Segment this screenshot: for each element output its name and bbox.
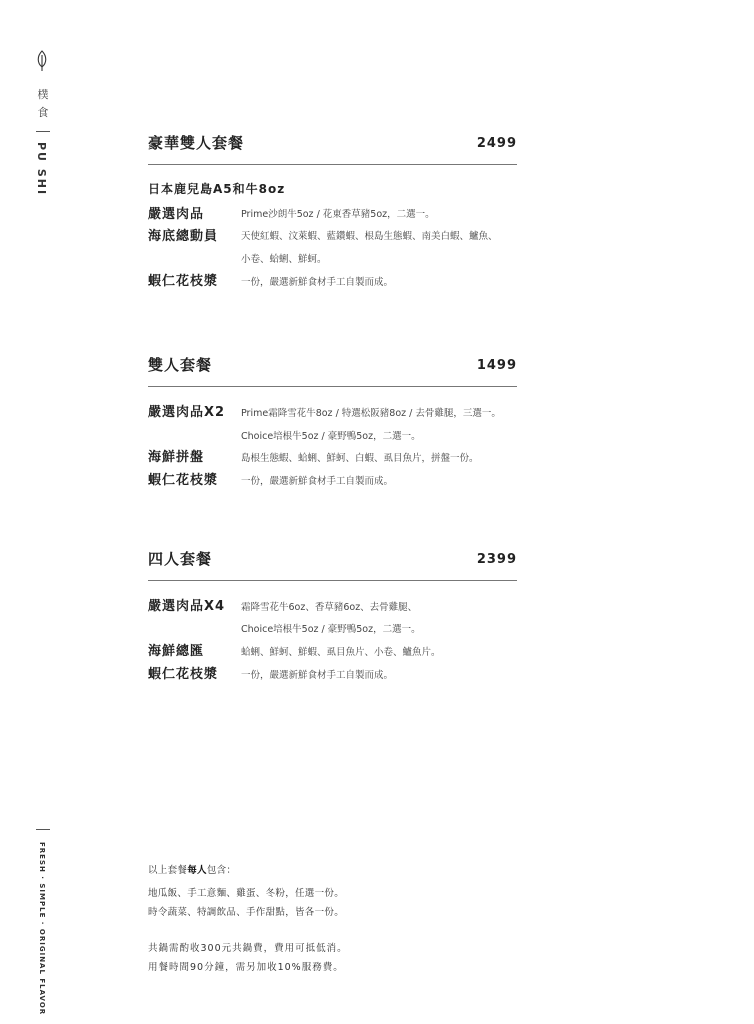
note-line: 用餐時間90分鐘，需另加收10%服務費。 bbox=[148, 962, 344, 973]
set-divider bbox=[148, 580, 517, 581]
note-line: 時令蔬菜、特調飲品、手作甜點，皆各一份。 bbox=[148, 907, 345, 918]
set-price: 1499 bbox=[476, 358, 517, 373]
rail-divider-top bbox=[36, 131, 50, 132]
set-divider bbox=[148, 164, 517, 165]
item-desc: 島根生態蝦、蛤蜊、鮮蚵、白蝦、虱目魚片，拼盤一份。 bbox=[241, 453, 479, 464]
notes-intro-bold: 每人 bbox=[187, 865, 207, 876]
item-desc: 小卷、蛤蜊、鮮蚵。 bbox=[241, 254, 327, 265]
set-title: 四人套餐 bbox=[148, 550, 213, 568]
brand-char-1: 樸 bbox=[37, 88, 49, 101]
notes-intro bbox=[148, 862, 236, 876]
item-desc: 霜降雪花牛6oz、香草豬6oz、去骨雞腿、 bbox=[241, 602, 418, 613]
item-desc: Prime沙朗牛5oz / 花東香草豬5oz，二選一。 bbox=[241, 209, 435, 220]
item-desc: 一份，嚴選新鮮食材手工自製而成。 bbox=[241, 670, 394, 681]
brand-name bbox=[24, 142, 58, 202]
item-desc: 天使紅蝦、汶萊蝦、藍鑽蝦、根島生態蝦、南美白蝦、鱸魚、 bbox=[241, 231, 498, 242]
item-desc: Choice培根牛5oz / 豪野鴨5oz，二選一。 bbox=[241, 431, 421, 442]
brand-tagline bbox=[24, 842, 54, 1016]
item-label: 蝦仁花枝漿 bbox=[148, 667, 219, 682]
set-price: 2499 bbox=[476, 136, 517, 151]
set-divider bbox=[148, 386, 517, 387]
set-title: 雙人套餐 bbox=[148, 356, 213, 374]
notes-intro-suffix: 包含： bbox=[206, 865, 237, 876]
item-desc: 一份，嚴選新鮮食材手工自製而成。 bbox=[241, 476, 394, 487]
item-label: 海底總動員 bbox=[148, 229, 219, 244]
item-label: 蝦仁花枝漿 bbox=[148, 473, 219, 488]
item-label: 嚴選肉品 bbox=[148, 207, 205, 222]
item-desc: 一份，嚴選新鮮食材手工自製而成。 bbox=[241, 277, 394, 288]
brand-chinese bbox=[34, 86, 52, 122]
item-desc: 蛤蜊、鮮蚵、鮮蝦、虱目魚片、小卷、鱸魚片。 bbox=[241, 647, 441, 658]
item-label: 嚴選肉品X2 bbox=[148, 405, 226, 420]
brand-char-2: 食 bbox=[37, 106, 49, 119]
item-label: 海鮮總匯 bbox=[148, 644, 205, 659]
item-label: 海鮮拼盤 bbox=[148, 450, 205, 465]
note-line: 地瓜飯、手工意麵、雞蛋、冬粉，任選一份。 bbox=[148, 888, 345, 899]
set-price: 2399 bbox=[476, 552, 517, 567]
rail-divider-bottom bbox=[36, 829, 50, 830]
set-subtitle: 日本鹿兒島A5和牛8oz bbox=[148, 182, 286, 196]
item-desc: Prime霜降雪花牛8oz / 特選松阪豬8oz / 去骨雞腿，三選一。 bbox=[241, 408, 501, 419]
brand-tagline-text: FRESH · SIMPLE · ORIGINAL FLAVOR bbox=[38, 842, 46, 1016]
set-title: 豪華雙人套餐 bbox=[148, 134, 245, 152]
leaf-icon bbox=[36, 50, 48, 72]
brand-name-text: PU SHI bbox=[35, 142, 48, 197]
item-desc: Choice培根牛5oz / 豪野鴨5oz，二選一。 bbox=[241, 624, 421, 635]
item-label: 蝦仁花枝漿 bbox=[148, 274, 219, 289]
note-line: 共鍋需酌收300元共鍋費，費用可抵低消。 bbox=[148, 943, 348, 954]
item-label: 嚴選肉品X4 bbox=[148, 599, 226, 614]
notes-intro-prefix: 以上套餐 bbox=[148, 865, 188, 876]
